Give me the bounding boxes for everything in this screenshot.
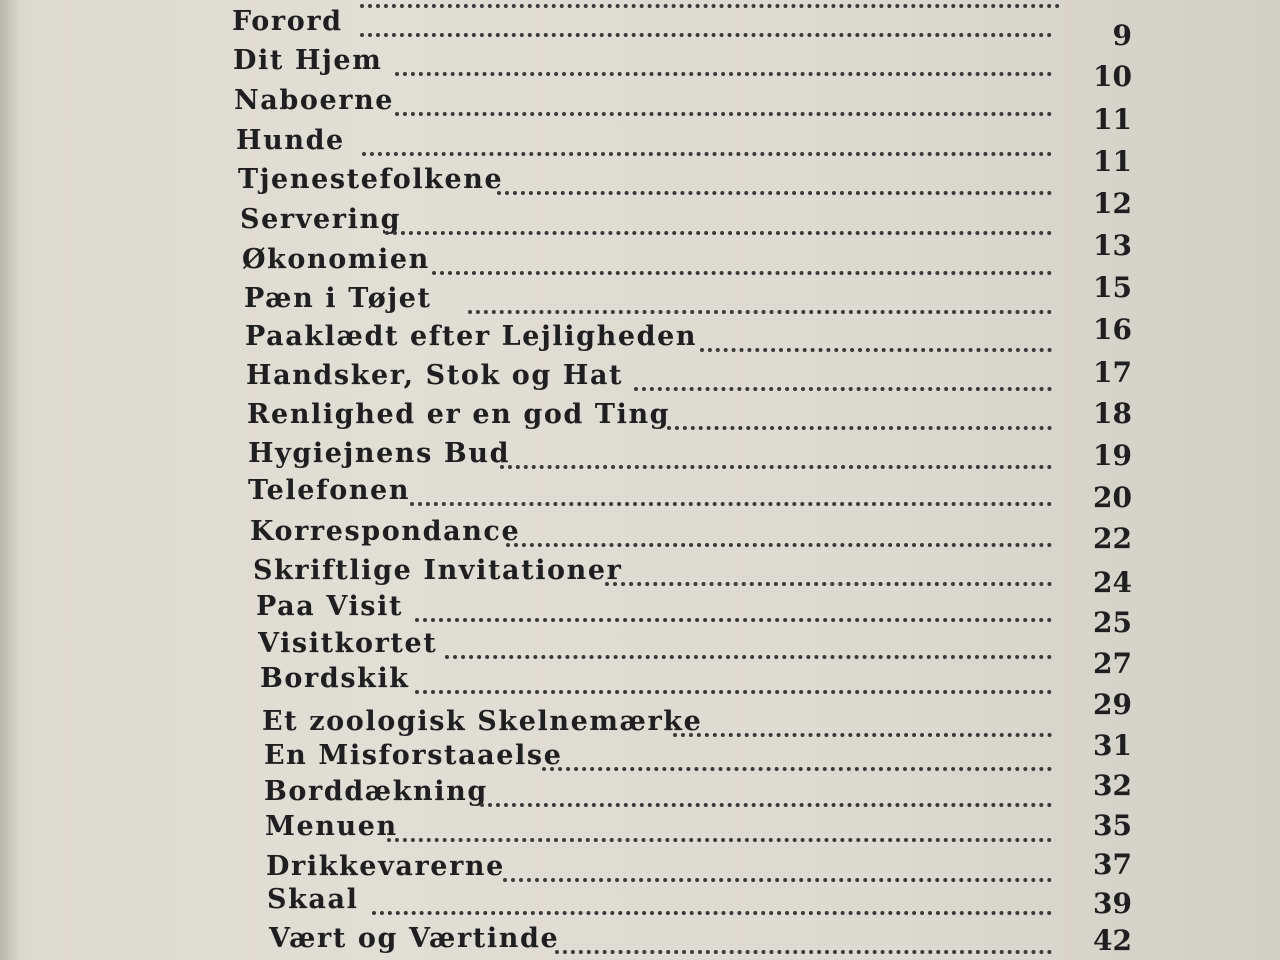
toc-page-number: 12 <box>1093 187 1132 220</box>
toc-page-number: 16 <box>1093 313 1132 346</box>
toc-entry-title: Skriftlige Invitationer <box>253 555 623 586</box>
toc-entry-title: Telefonen <box>248 475 411 506</box>
toc-page-number: 42 <box>1093 924 1132 957</box>
toc-page-number: 25 <box>1093 606 1132 639</box>
toc-page-number: 32 <box>1093 769 1132 802</box>
toc-entry-title: Handsker, Stok og Hat <box>246 360 624 391</box>
toc-entry-title: Paaklædt efter Lejligheden <box>245 321 698 352</box>
toc-row <box>266 850 1146 884</box>
toc-entry-title: Dit Hjem <box>233 45 383 76</box>
toc-row <box>269 922 1149 956</box>
toc-dot-leader <box>555 944 1052 954</box>
toc-entry-title: En Misforstaaelse <box>264 740 563 771</box>
toc-dot-leader <box>395 66 1052 76</box>
toc-row <box>258 627 1138 661</box>
toc-row <box>262 705 1142 739</box>
toc-page-number: 22 <box>1093 522 1132 555</box>
toc-dot-leader <box>432 265 1052 275</box>
toc-dot-leader <box>445 649 1052 659</box>
toc-dot-leader <box>542 761 1052 771</box>
toc-page-number: 11 <box>1093 145 1132 178</box>
toc-row <box>265 810 1145 844</box>
toc-dot-leader <box>385 225 1052 235</box>
toc-dot-leader <box>395 106 1052 116</box>
toc-dot-leader <box>497 185 1052 195</box>
toc-page-number: 13 <box>1093 229 1132 262</box>
toc-entry-title: Økonomien <box>242 244 430 275</box>
toc-entry-title: Et zoologisk Skelnemærke <box>262 706 703 737</box>
toc-dot-leader <box>415 684 1052 694</box>
toc-row <box>267 883 1147 917</box>
toc-entry-title: Vært og Værtinde <box>269 923 560 954</box>
toc-page-number: 19 <box>1093 439 1132 472</box>
toc-entry-title: Visitkortet <box>258 628 438 659</box>
toc-entry-title: Menuen <box>265 811 398 842</box>
toc-dot-leader <box>673 727 1052 737</box>
toc-page-number: 27 <box>1093 647 1132 680</box>
toc-row <box>242 243 1122 277</box>
toc-row <box>248 437 1128 471</box>
toc-entry-title: Korrespondance <box>250 516 521 547</box>
toc-entry-title: Drikkevarerne <box>266 851 505 882</box>
toc-entry-title: Naboerne <box>234 85 395 116</box>
toc-row <box>260 662 1140 696</box>
toc-row <box>264 775 1144 809</box>
toc-dot-leader <box>468 304 1052 314</box>
toc-entry-title: Skaal <box>267 884 359 915</box>
toc-entry-title: Servering <box>240 204 402 235</box>
toc-entry-title: Bordskik <box>260 663 410 694</box>
toc-page-number: 20 <box>1093 481 1132 514</box>
toc-entry-title: Borddækning <box>264 776 488 807</box>
toc-row <box>236 124 1116 158</box>
toc-entry-title: Forord <box>232 6 343 37</box>
toc-entry-title: Hunde <box>236 125 345 156</box>
toc-row <box>244 282 1124 316</box>
toc-dot-leader <box>362 146 1052 156</box>
toc-dot-leader <box>410 496 1052 506</box>
toc-row <box>253 554 1133 588</box>
toc-dot-leader <box>605 576 1052 586</box>
toc-page-number: 15 <box>1093 271 1132 304</box>
toc-row <box>264 739 1144 773</box>
toc-dot-leader <box>700 342 1052 352</box>
toc-dot-leader <box>667 420 1052 430</box>
toc-dot-leader <box>500 459 1052 469</box>
toc-dot-leader <box>506 537 1052 547</box>
toc-page-number: 10 <box>1093 60 1132 93</box>
toc-dot-leader <box>480 797 1052 807</box>
toc-row <box>250 515 1130 549</box>
toc-row <box>256 590 1136 624</box>
toc-dot-leader <box>415 612 1052 622</box>
toc-entry-title: Hygiejnens Bud <box>248 438 511 469</box>
toc-row <box>245 320 1125 354</box>
toc-row <box>238 163 1118 197</box>
toc-entry-title: Renlighed er en god Ting <box>247 399 671 430</box>
toc-page-number: 37 <box>1093 848 1132 881</box>
toc-page-number: 29 <box>1093 688 1132 721</box>
toc-row <box>240 203 1120 237</box>
toc-entry-title: Tjenestefolkene <box>238 164 504 195</box>
toc-page-number: 18 <box>1093 397 1132 430</box>
toc-dot-leader <box>503 872 1052 882</box>
toc-row <box>234 84 1114 118</box>
toc-row <box>247 398 1127 432</box>
toc-dot-leader <box>387 832 1052 842</box>
toc-page-number: 31 <box>1093 729 1132 762</box>
toc-dot-leader <box>634 381 1052 391</box>
toc-dot-leader <box>372 905 1052 915</box>
toc-page-number: 17 <box>1093 356 1132 389</box>
toc-row <box>233 44 1113 78</box>
toc-page-number: 24 <box>1093 566 1132 599</box>
toc-page-number: 11 <box>1093 103 1132 136</box>
toc-dot-leader <box>360 27 1052 37</box>
toc-page-number: 39 <box>1093 887 1132 920</box>
toc-entry-title: Paa Visit <box>256 591 404 622</box>
toc-page-number: 35 <box>1093 809 1132 842</box>
toc-row <box>246 359 1126 393</box>
toc-row <box>232 5 1112 39</box>
toc-entry-title: Pæn i Tøjet <box>244 283 432 314</box>
toc-row <box>248 474 1128 508</box>
toc-page-number: 9 <box>1112 19 1132 52</box>
